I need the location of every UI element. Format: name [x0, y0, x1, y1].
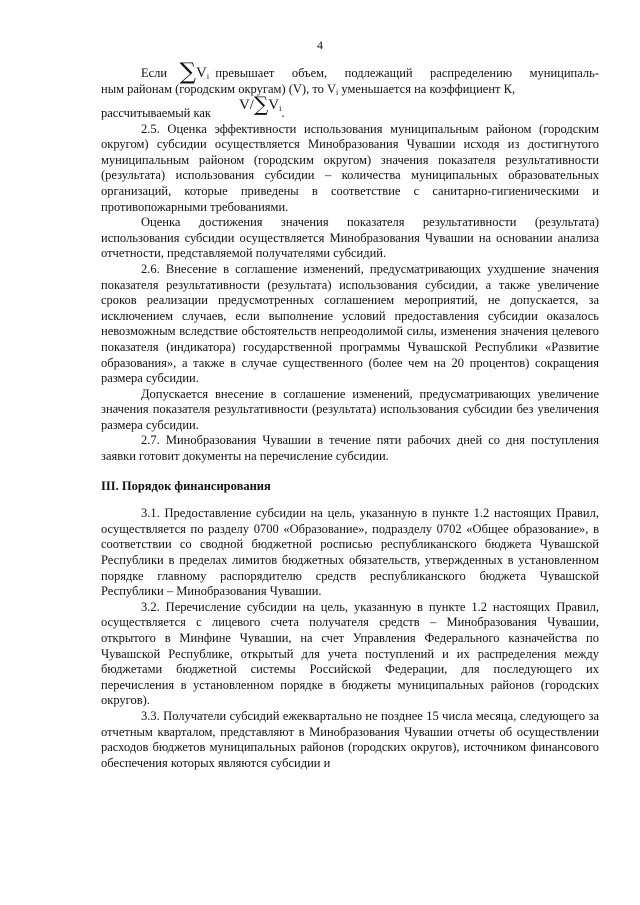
paragraph-2-5: 2.5. Оценка эффективности использования муниципальным районом (городским округом) субсидии осуществляется Минобразования Чувашии исходя из достигнутого муниципальным районом (городским округом) значения показателя результативности (результата) использования субсидии – количества муниципальных образовательных организаций, которые приведены в соответствие с санитарно-гигиеническими и противопожарными требованиями.	[101, 121, 599, 214]
k-formula-vi: V	[268, 96, 280, 113]
formula-line3-text: рассчитываемый как	[101, 105, 211, 120]
paragraph-2-6: 2.6. Внесение в соглашение изменений, предусматривающих ухудшение значения показателя результативности (результата) использования субсидии, а также увеличение сроков реализации предусмотренных соглашением мероприятий, не допускается, за исключением случаев, если выполнение условий предоставления субсидии оказалось невозможным вследствие обстоятельств непреодолимой силы, изменения значения целевого показателя (индикатора) государственной программы Чувашской Республики «Развитие образования», а также в случае существенного (более чем на 20 процентов) сокращения размера субсидии.	[101, 261, 599, 386]
k-formula-sum: ∑	[253, 91, 269, 116]
k-formula-v: V	[238, 96, 250, 113]
formula-line-3	[101, 91, 599, 122]
paragraph-evaluation: Оценка достижения значения показателя результативности (результата) использования субсидии осуществляется Минобразования Чувашии на основании анализа отчетности, представляемой получателями субсидий.	[101, 215, 599, 261]
paragraph-3-2: 3.2. Перечисление субсидии на цель, указанную в пункте 1.2 настоящих Правил, осуществляется с лицевого счета получателя средств – Минобразования Чувашии, открытого в Минфине Чувашии, на счет Управления Федерального казначейства по Чувашской Республике, открытый для учета поступлений и их распределения между бюджетами бюджетной системы Российской Федерации, для последующего их перечисления в установленном порядке в бюджеты муниципальных районов (городских округов).	[101, 599, 599, 708]
formula-esli: Если $\sum V_i$	[141, 59, 210, 85]
paragraph-3-3: 3.3. Получатели субсидий ежеквартально не позднее 15 числа месяца, следующего за отчетным кварталом, представляют в Минобразования Чувашии отчеты об осуществлении расходов бюджетов муниципальных районов (городских округов), источником финансового обеспечения которых являются субсидии и	[101, 708, 599, 770]
formula-subscript-i: i	[206, 72, 210, 81]
k-formula-slash: /	[249, 96, 254, 113]
document-body	[101, 59, 599, 771]
formula-text-after: превышает объем, подлежащий распределению муниципаль-	[215, 66, 599, 81]
paragraph-2-7: 2.7. Минобразования Чувашии в течение пяти рабочих дней со дня поступления заявки готовит документы на перечисление субсидии.	[101, 433, 599, 464]
formula-line-2	[101, 82, 599, 98]
formula-v: V	[196, 65, 207, 81]
k-formula-dot: .	[281, 105, 285, 120]
formula-line2-b: уменьшается на коэффициент К,	[338, 82, 516, 96]
page-number: 4	[317, 38, 323, 52]
paragraph-3-1: 3.1. Предоставление субсидии на цель, указанную в пункте 1.2 настоящих Правил, осуществляется по разделу 0700 «Образование», подразделу 0702 «Общее образование», в соответствии со сводной бюджетной росписью республиканского бюджета Чувашской Республики в пределах лимитов бюджетных обязательств, утвержденных в установленном порядке главному распорядителю средств республиканского бюджета Чувашской Республики – Минобразования Чувашии.	[101, 506, 599, 599]
k-formula	[238, 91, 282, 116]
sum-symbol: ∑	[179, 59, 197, 85]
formula-line2-subscript-i: i	[336, 88, 339, 97]
section-heading: III. Порядок финансирования	[101, 478, 271, 493]
formula-line2-a: ным районам (городским округам) (V), то V	[101, 82, 337, 96]
paragraph-allowed-changes: Допускается внесение в соглашение изменений, предусматривающих увеличение значения показателя результативности (результата) использования субсидии без увеличения размера субсидии.	[101, 386, 599, 432]
k-formula-subscript-i: i	[279, 103, 282, 113]
formula-line-1	[101, 59, 599, 85]
